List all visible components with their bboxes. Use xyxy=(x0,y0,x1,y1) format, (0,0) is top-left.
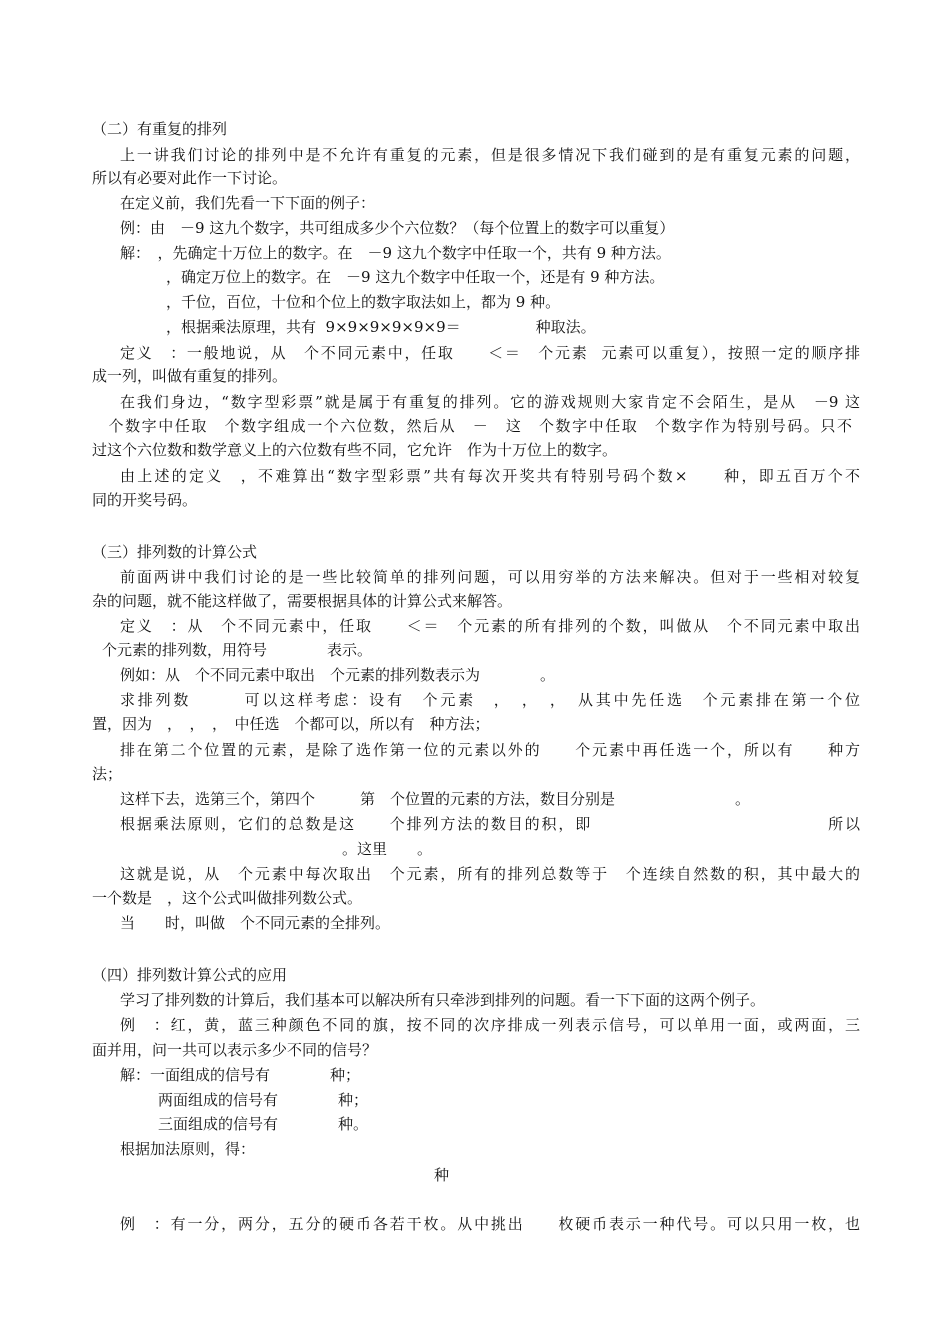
paragraph-line: 根据乘法原则，它们的总数是这 个排列方法的数目的积，即 所以 xyxy=(120,815,860,833)
solution-line: 解：一面组成的信号有 种； xyxy=(120,1066,361,1084)
paragraph-line: 个数字中任取 个数字组成一个六位数，然后从 － 这 个数字中任取 个数字作为特别号码。只不 xyxy=(92,417,852,435)
section-heading-formula-application: （四）排列数计算公式的应用 xyxy=(92,966,288,984)
definition-line: 个元素的排列数，用符号 表示。 xyxy=(102,641,373,659)
solution-line: ，千位，百位，十位和个位上的数字取法如上，都为 9 种。 xyxy=(166,293,561,311)
paragraph-line: 求排列数 可以这样考虑：设有 个元素 ， ， ， 从其中先任选 个元素排在第一个位 xyxy=(120,691,860,709)
paragraph-line: 杂的问题，就不能这样做了，需要根据具体的计算公式来解答。 xyxy=(92,592,513,610)
paragraph-line: 这就是说，从 个元素中每次取出 个元素，所有的排列总数等于 个连续自然数的积，其中最大的 xyxy=(120,865,860,883)
paragraph-line: 这样下去，选第三个，第四个 第 个位置的元素的方法，数目分别是 。 xyxy=(120,790,751,808)
paragraph-line: 根据加法原则，得： xyxy=(120,1140,256,1158)
section-heading-permutation-formula: （三）排列数的计算公式 xyxy=(92,543,258,561)
paragraph-line: 排在第二个位置的元素，是除了选作第一位的元素以外的 个元素中再任选一个，所以有 种方 xyxy=(120,741,860,759)
paragraph-line: 所以有必要对此作一下讨论。 xyxy=(92,169,288,187)
solution-line: ，确定万位上的数字。在 －9 这九个数字中任取一个，还是有 9 种方法。 xyxy=(166,268,665,286)
solution-line: ，根据乘法原理，共有 9×9×9×9×9×9＝ 种取法。 xyxy=(166,318,596,336)
paragraph-line: 由上述的定义 ，不难算出“数字型彩票”共有每次开奖共有特别号码个数× 种，即五百万个不 xyxy=(120,467,860,485)
paragraph-line: 法； xyxy=(92,765,123,783)
definition-line: 定义 ：一般地说，从 个不同元素中，任取 ＜＝ 个元素 元素可以重复），按照一定的顺序排 xyxy=(120,344,860,362)
example-line: 例：由 －9 这九个数字，共可组成多少个六位数？（每个位置上的数字可以重复） xyxy=(120,219,675,237)
solution-line: 三面组成的信号有 种。 xyxy=(158,1115,369,1133)
example-line: 面并用，问一共可以表示多少不同的信号？ xyxy=(92,1041,378,1059)
paragraph-line: 学习了排列数的计算后，我们基本可以解决所有只牵涉到排列的问题。看一下下面的这两个例子。 xyxy=(120,991,766,1009)
paragraph-line: 在定义前，我们先看一下下面的例子： xyxy=(120,194,376,212)
paragraph-line: 过这个六位数和数学意义上的六位数有些不同，它允许 作为十万位上的数字。 xyxy=(92,441,618,459)
solution-line: 解： ，先确定十万位上的数字。在 －9 这九个数字中任取一个，共有 9 种方法。 xyxy=(120,244,671,262)
example-line: 例 ：红，黄，蓝三种颜色不同的旗，按不同的次序排成一列表示信号，可以单用一面，或两面，三 xyxy=(120,1016,860,1034)
solution-line: 两面组成的信号有 种； xyxy=(158,1091,369,1109)
example-line: 例如：从 个不同元素中取出 个元素的排列数表示为 。 xyxy=(120,666,556,684)
section-heading-repeat-permutation: （二）有重复的排列 xyxy=(92,120,228,138)
definition-line: 成一列，叫做有重复的排列。 xyxy=(92,367,288,385)
paragraph-line: 前面两讲中我们讨论的是一些比较简单的排列问题，可以用穷举的方法来解决。但对于一些相对较复 xyxy=(120,568,860,586)
result-line: 种 xyxy=(434,1166,450,1184)
paragraph-line: 。这里 。 xyxy=(342,840,433,858)
paragraph-line: 一个数是 ，这个公式叫做排列数公式。 xyxy=(92,889,363,907)
definition-line: 定义 ：从 个不同元素中，任取 ＜＝ 个元素的所有排列的个数，叫做从 个不同元素中取出 xyxy=(120,617,860,635)
paragraph-line: 在我们身边，“数字型彩票”就是属于有重复的排列。它的游戏规则大家肯定不会陌生，是从 －9 这 xyxy=(120,393,860,411)
example-line: 例 ：有一分，两分，五分的硬币各若干枚。从中挑出 枚硬币表示一种代号。可以只用一枚，也 xyxy=(120,1215,860,1233)
paragraph-line: 上一讲我们讨论的排列中是不允许有重复的元素，但是很多情况下我们碰到的是有重复元素的问题， xyxy=(120,146,860,164)
paragraph-line: 当 时，叫做 个不同元素的全排列。 xyxy=(120,914,391,932)
paragraph-line: 同的开奖号码。 xyxy=(92,491,198,509)
paragraph-line: 置，因为 ， ， ， 中任选 个都可以，所以有 种方法； xyxy=(92,715,490,733)
